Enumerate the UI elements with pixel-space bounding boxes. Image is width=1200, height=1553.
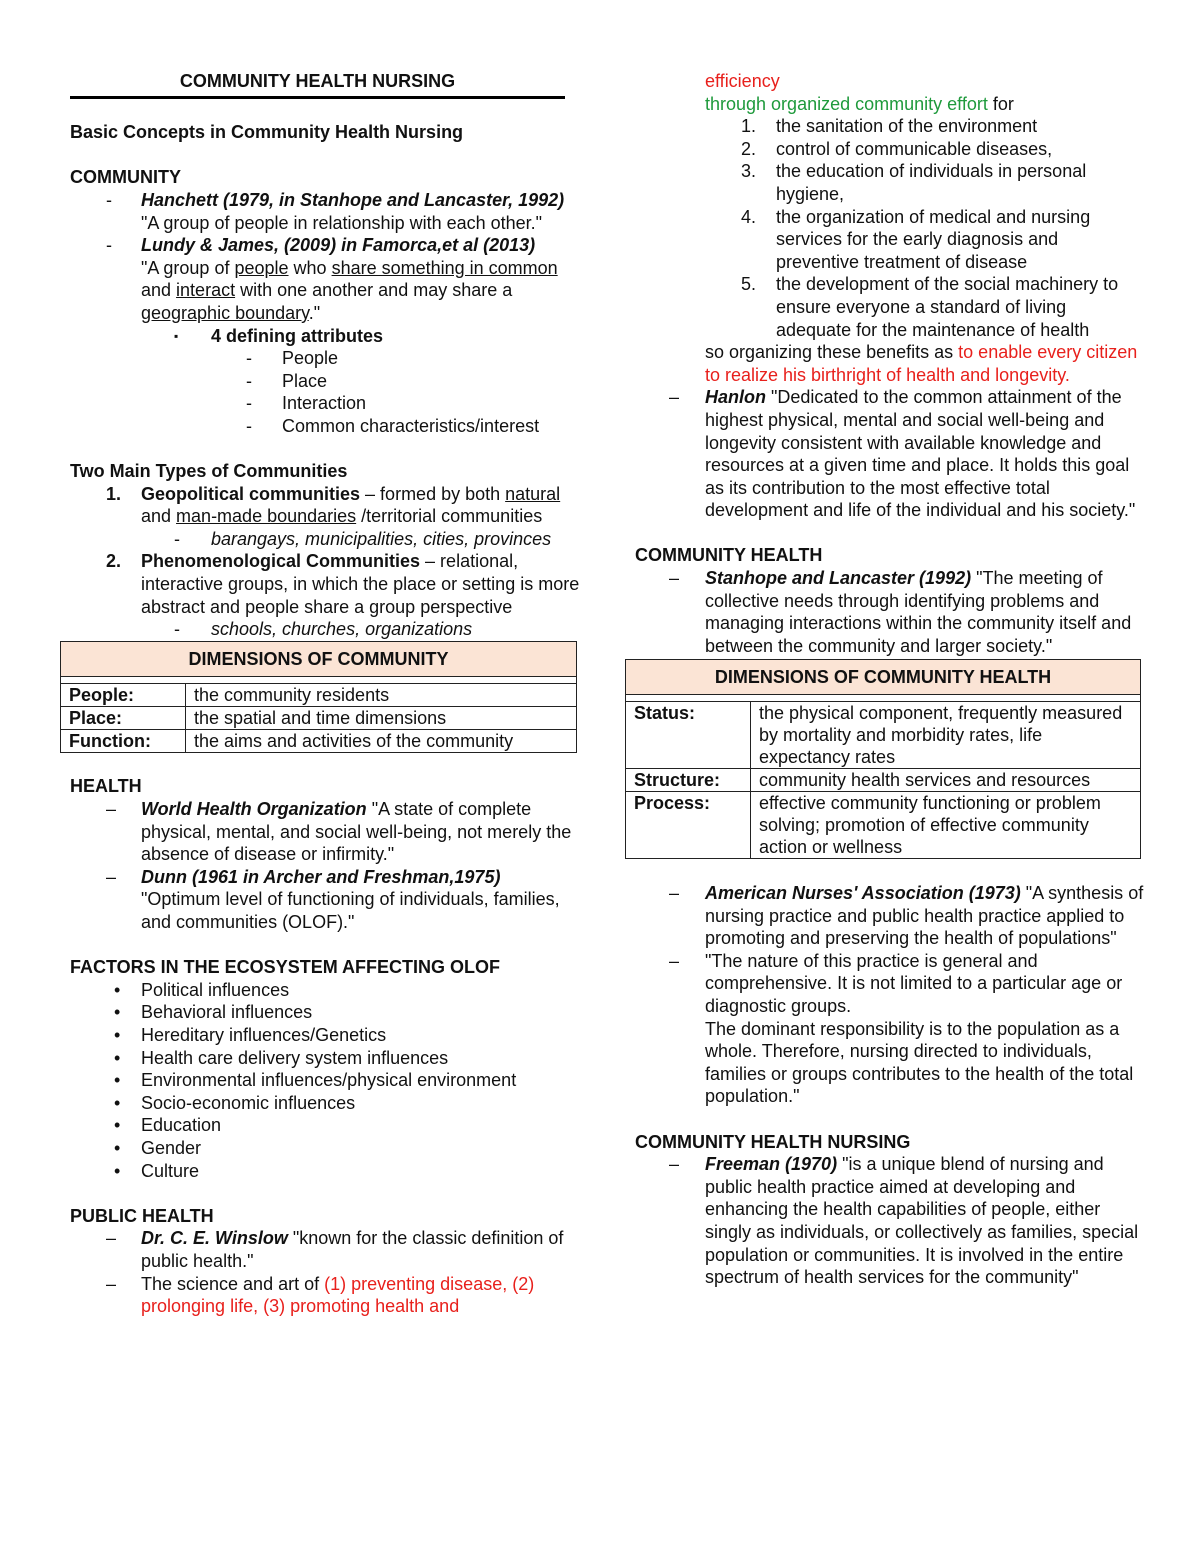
list-item: • Gender bbox=[114, 1137, 202, 1158]
dimensions-of-community-health-table: DIMENSIONS OF COMMUNITY HEALTH Status: the physical component, frequently measured by mortality and morbidity rates, life expectancy rates Structure: community health services and resources Process: effective community functioning or problem solving; promotion of effective community action or wellness bbox=[625, 659, 1141, 859]
table-row: Status: the physical component, frequently measured by mortality and morbidity rates, life expectancy rates bbox=[626, 702, 1141, 769]
list-item: • Culture bbox=[114, 1160, 200, 1181]
attributes-list bbox=[70, 347, 580, 437]
community-def-hanchett: - Hanchett (1979, in Stanhope and Lancaster, 1992) "A group of people in relationship with each other." bbox=[106, 189, 565, 233]
factors-list bbox=[70, 979, 580, 1182]
ana-definition: – American Nurses' Association (1973) "A synthesis of nursing practice and public health practice applied to promoting and preserving the health of populations" bbox=[669, 883, 1144, 949]
list-item: 5. the development of the social machinery to ensure everyone a standard of living adequate for the maintenance of health bbox=[741, 274, 1119, 340]
table-row: Process: effective community functioning or problem solving; promotion of effective community action or wellness bbox=[626, 792, 1141, 859]
health-heading: HEALTH bbox=[70, 776, 142, 797]
public-health-list bbox=[625, 115, 1145, 341]
list-item: • Health care delivery system influences bbox=[114, 1047, 449, 1068]
type-geopolitical-example: - barangays, municipalities, cities, provinces bbox=[174, 528, 552, 549]
type-phenomenological-example: - schools, churches, organizations bbox=[174, 619, 473, 640]
list-item: - Common characteristics/interest bbox=[246, 415, 540, 436]
type-phenomenological: 2. Phenomenological Communities – relational, interactive groups, in which the place or setting is more abstract and people share a group perspective bbox=[106, 551, 580, 617]
table-row: Function: the aims and activities of the community bbox=[61, 729, 577, 752]
document-title: COMMUNITY HEALTH NURSING bbox=[70, 70, 565, 99]
list-item: • Hereditary influences/Genetics bbox=[114, 1024, 387, 1045]
list-item: • Education bbox=[114, 1115, 222, 1136]
community-health-heading: COMMUNITY HEALTH bbox=[635, 545, 823, 566]
chn-heading: COMMUNITY HEALTH NURSING bbox=[635, 1131, 911, 1152]
community-heading: COMMUNITY bbox=[70, 167, 181, 188]
public-health-winslow: – Dr. C. E. Winslow "known for the classic definition of public health." bbox=[106, 1228, 564, 1271]
public-health-purpose: so organizing these benefits as to enable every citizen to realize his birthright of health and longevity. bbox=[705, 342, 1138, 385]
table-row: Place: the spatial and time dimensions bbox=[61, 706, 577, 729]
right-column bbox=[625, 70, 1145, 1289]
list-item: 3. the education of individuals in personal hygiene, bbox=[741, 161, 1087, 204]
ana-nature: – "The nature of this practice is general and comprehensive. It is not limited to a particular age or diagnostic groups. The dominant responsibility is to the population as a whole. Therefore, nursing directed to individuals, families or groups contributes to the health of the total population." bbox=[669, 950, 1134, 1107]
table-row: People: the community residents bbox=[61, 683, 577, 706]
list-item: 4. the organization of medical and nursing services for the early diagnosis and preventive treatment of disease bbox=[741, 206, 1091, 272]
factors-heading: FACTORS IN THE ECOSYSTEM AFFECTING OLOF bbox=[70, 957, 501, 978]
dimensions-of-community-table: DIMENSIONS OF COMMUNITY People: the community residents Place: the spatial and time dimensions Function: the aims and activities of the community bbox=[60, 641, 577, 753]
list-item: • Political influences bbox=[114, 979, 290, 1000]
square-bullet-icon: ▪ bbox=[174, 328, 179, 343]
list-item: - Interaction bbox=[246, 393, 367, 414]
attributes-label: ▪ 4 defining attributes bbox=[174, 325, 384, 346]
public-health-definition-cont: efficiency through organized community effort for bbox=[705, 71, 1014, 114]
subtitle: Basic Concepts in Community Health Nursing bbox=[70, 122, 464, 143]
community-def-lundy: - Lundy & James, (2009) in Famorca,et al (2013) "A group of people who share something in common and interact with one another and may share a geographic boundary." bbox=[106, 235, 558, 323]
health-def-dunn: – Dunn (1961 in Archer and Freshman,1975) "Optimum level of functioning of individuals, families, and communities (OLOF)." bbox=[106, 866, 560, 932]
health-def-who: – World Health Organization "A state of complete physical, mental, and social well-being, not merely the absence of disease or infirmity." bbox=[106, 799, 572, 865]
left-column bbox=[70, 70, 580, 1318]
list-item: • Environmental influences/physical environment bbox=[114, 1070, 517, 1091]
list-item: 2. control of communicable diseases, bbox=[741, 138, 1053, 159]
list-item: • Behavioral influences bbox=[114, 1002, 313, 1023]
public-health-definition: – The science and art of (1) preventing disease, (2) prolonging life, (3) promoting health and bbox=[106, 1273, 535, 1317]
types-heading: Two Main Types of Communities bbox=[70, 461, 348, 482]
public-health-hanlon: – Hanlon "Dedicated to the common attainment of the highest physical, mental and social well-being and longevity consistent with available knowledge and resources at a given time and place. It holds this goal as its contribution to the most effective total development and life of the individual and his society." bbox=[669, 387, 1136, 521]
list-item: - Place bbox=[246, 370, 328, 391]
list-item: 1. the sanitation of the environment bbox=[741, 116, 1038, 137]
public-health-heading: PUBLIC HEALTH bbox=[70, 1205, 214, 1226]
type-geopolitical: 1. Geopolitical communities – formed by both natural and man-made boundaries /territorial communities bbox=[106, 483, 561, 527]
list-item: • Socio-economic influences bbox=[114, 1092, 356, 1113]
community-health-def: – Stanhope and Lancaster (1992) "The meeting of collective needs through identifying problems and managing interactions within the community itself and between the community and larger society." bbox=[669, 568, 1132, 656]
list-item: - People bbox=[246, 348, 339, 369]
table-row: Structure: community health services and resources bbox=[626, 769, 1141, 792]
chn-freeman: – Freeman (1970) "is a unique blend of nursing and public health practice aimed at developing and enhancing the health capabilities of people, either singly as individuals, or collectively as families, special population or communities. It is involved in the entire spectrum of health services for the community" bbox=[669, 1154, 1139, 1288]
